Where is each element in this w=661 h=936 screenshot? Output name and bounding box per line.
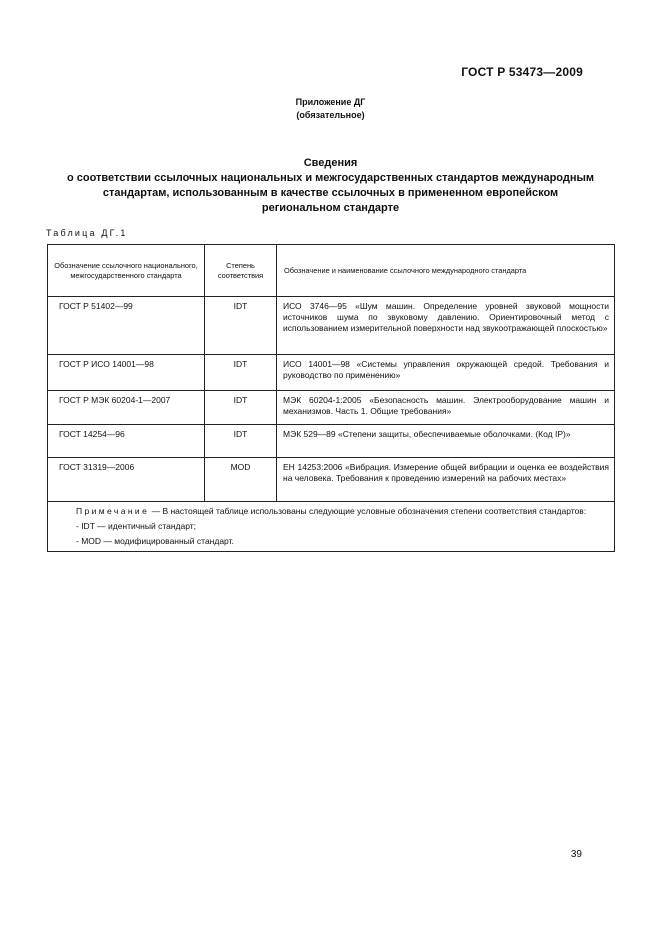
table-label: Таблица ДГ.1 (46, 228, 128, 238)
table-header-row (48, 245, 615, 297)
degree-cell: MOD (205, 458, 277, 502)
title-line-1: Сведения (303, 157, 358, 169)
degree-cell: IDT (205, 297, 277, 355)
header-international-standard: Обозначение и наименование ссылочного международного стандарта (277, 245, 615, 297)
annex-heading (0, 96, 661, 122)
international-standard-cell: ИСО 3746—95 «Шум машин. Определение уровней звуковой мощности источников шума по звуковому давлению. Ориентировочный метод с использованием измерительной поверхности над звукоотражающей плоскостью» (277, 297, 615, 355)
note-item-mod: - MOD — модифицированный стандарт. (76, 536, 234, 546)
table-row (48, 297, 615, 355)
note-item-idt: - IDT — идентичный стандарт; (76, 521, 197, 531)
table-row (48, 458, 615, 502)
page-number: 39 (570, 849, 582, 860)
degree-cell: IDT (205, 355, 277, 391)
table-row (48, 391, 615, 425)
note-paragraph (54, 506, 608, 517)
degree-cell: IDT (205, 425, 277, 458)
international-standard-cell: МЭК 60204-1:2005 «Безопасность машин. Электрооборудование машин и механизмов. Часть 1. Общие требования» (277, 391, 615, 425)
table-row (48, 425, 615, 458)
title-line-3: стандартам, использованным в качестве ссылочных в примененном европейском (102, 187, 559, 199)
national-standard-cell: ГОСТ Р МЭК 60204-1—2007 (48, 391, 205, 425)
note-label: Примечание (76, 506, 150, 516)
title-line-2: о соответствии ссылочных национальных и межгосударственных стандартов международным (66, 172, 595, 184)
national-standard-cell: ГОСТ Р ИСО 14001—98 (48, 355, 205, 391)
title-line-4: региональном стандарте (261, 202, 400, 214)
table-note (48, 502, 615, 552)
table-row (48, 355, 615, 391)
section-title (26, 156, 635, 216)
header-national-standard: Обозначение ссылочного национального, межгосударственного стандарта (48, 245, 205, 297)
national-standard-cell: ГОСТ 14254—96 (48, 425, 205, 458)
header-degree: Степень соответствия (205, 245, 277, 297)
note-text: — В настоящей таблице использованы следующие условные обозначения степени соответствия стандартов: (151, 506, 587, 516)
international-standard-cell: ИСО 14001—98 «Системы управления окружающей средой. Требования и руководство по применению» (277, 355, 615, 391)
degree-cell: IDT (205, 391, 277, 425)
document-code: ГОСТ Р 53473—2009 (461, 65, 583, 79)
annex-title: Приложение ДГ (295, 97, 366, 107)
national-standard-cell: ГОСТ Р 51402—99 (48, 297, 205, 355)
international-standard-cell: МЭК 529—89 «Степени защиты, обеспечиваемые оболочками. (Код IP)» (277, 425, 615, 458)
annex-status: (обязательное) (296, 110, 365, 120)
table-note-row (48, 502, 615, 552)
international-standard-cell: ЕН 14253:2006 «Вибрация. Измерение общей вибрации и оценка ее воздействия на человека. Требования к проведению измерений на рабочих местах» (277, 458, 615, 502)
national-standard-cell: ГОСТ 31319—2006 (48, 458, 205, 502)
standards-table (47, 244, 615, 552)
